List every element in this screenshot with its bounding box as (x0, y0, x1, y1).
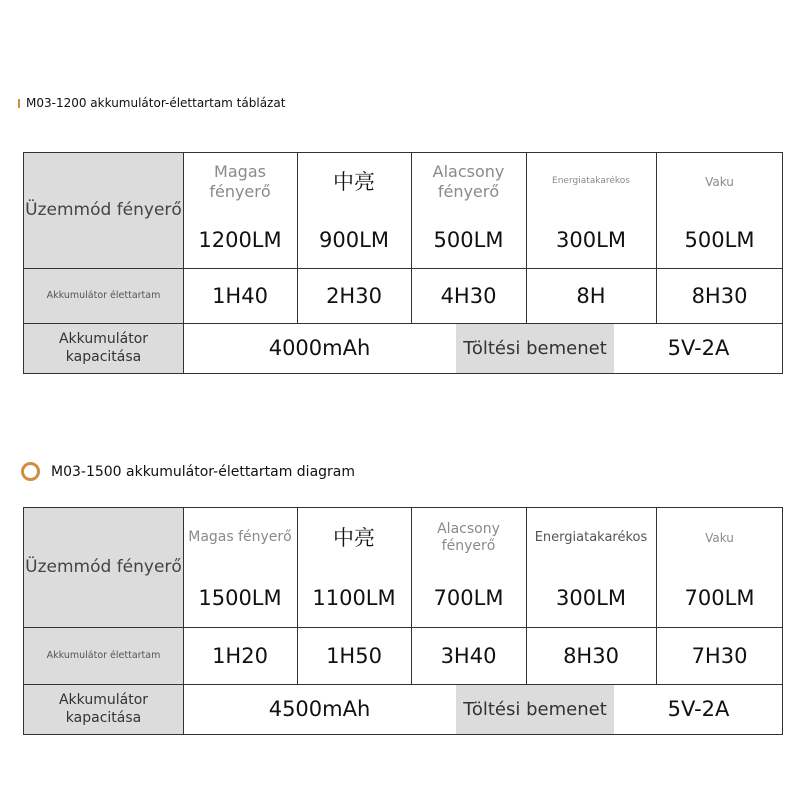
lumen-value: 1200LM (198, 227, 282, 252)
capacity-row-label: Akkumulátor kapacitása (24, 684, 183, 734)
grid-line (411, 508, 412, 684)
lumen-value: 300LM (556, 227, 626, 252)
charge-input-value: 5V-2A (667, 336, 730, 360)
battery-table-m03-1500 (23, 507, 783, 735)
capacity-value: 4000mAh (268, 336, 371, 360)
runtime-value: 3H40 (440, 643, 497, 668)
circle-bullet-icon (21, 462, 40, 481)
grid-line (297, 508, 298, 684)
lumen-value: 500LM (684, 227, 755, 252)
capacity-value: 4500mAh (268, 697, 371, 721)
section-title-m03-1500 (24, 462, 355, 481)
lumen-value: 700LM (684, 585, 755, 610)
grid-line (656, 153, 657, 323)
mode-header: Magas fényerő (188, 529, 292, 546)
grid-line (411, 153, 412, 323)
mode-header: Energiatakarékos (552, 176, 630, 187)
runtime-value: 1H50 (326, 643, 382, 668)
mode-header: Alacsony fényerő (432, 162, 505, 201)
grid-line (183, 508, 184, 734)
grid-line (526, 153, 527, 323)
charge-input-label: Töltési bemenet (456, 684, 614, 734)
mode-header: 中亮 (333, 525, 375, 550)
mode-row-label: Üzemmód fényerő (24, 508, 183, 627)
runtime-value: 1H40 (212, 283, 268, 308)
runtime-value: 1H20 (212, 643, 268, 668)
mode-header: Energiatakarékos (534, 529, 648, 545)
mode-header: Vaku (705, 174, 734, 189)
lumen-value: 900LM (319, 227, 389, 252)
runtime-value: 2H30 (326, 283, 382, 308)
mode-row-label: Üzemmód fényerő (24, 153, 183, 268)
charge-input-label: Töltési bemenet (456, 323, 614, 373)
bullet-icon (18, 99, 20, 108)
mode-header: Magas fényerő (209, 162, 271, 201)
grid-line (24, 268, 783, 269)
runtime-value: 8H (576, 283, 606, 308)
runtime-value: 8H30 (563, 643, 619, 668)
grid-line (183, 153, 184, 373)
runtime-value: 8H30 (691, 283, 748, 308)
mode-header: Vaku (705, 530, 734, 545)
lumen-value: 1100LM (312, 585, 396, 610)
section-title-text: M03-1200 akkumulátor-élettartam táblázat (26, 96, 286, 110)
section-title-text: M03-1500 akkumulátor-élettartam diagram (51, 463, 356, 480)
grid-line (297, 153, 298, 323)
grid-line (24, 684, 783, 685)
runtime-value: 7H30 (691, 643, 748, 668)
grid-line (24, 323, 783, 324)
charge-input-value: 5V-2A (667, 697, 730, 721)
grid-line (24, 627, 783, 628)
grid-line (656, 508, 657, 684)
runtime-value: 4H30 (440, 283, 497, 308)
lumen-value: 700LM (433, 585, 504, 610)
lumen-value: 300LM (556, 585, 626, 610)
mode-header: Alacsony fényerő (437, 520, 500, 554)
runtime-row-label: Akkumulátor élettartam (24, 627, 183, 684)
grid-line (526, 508, 527, 684)
section-title-m03-1200 (24, 96, 285, 110)
runtime-row-label: Akkumulátor élettartam (24, 268, 183, 323)
battery-table-m03-1200 (23, 152, 783, 374)
lumen-value: 500LM (433, 227, 504, 252)
capacity-row-label: Akkumulátor kapacitása (24, 323, 183, 373)
mode-header: 中亮 (333, 169, 375, 194)
lumen-value: 1500LM (198, 585, 282, 610)
